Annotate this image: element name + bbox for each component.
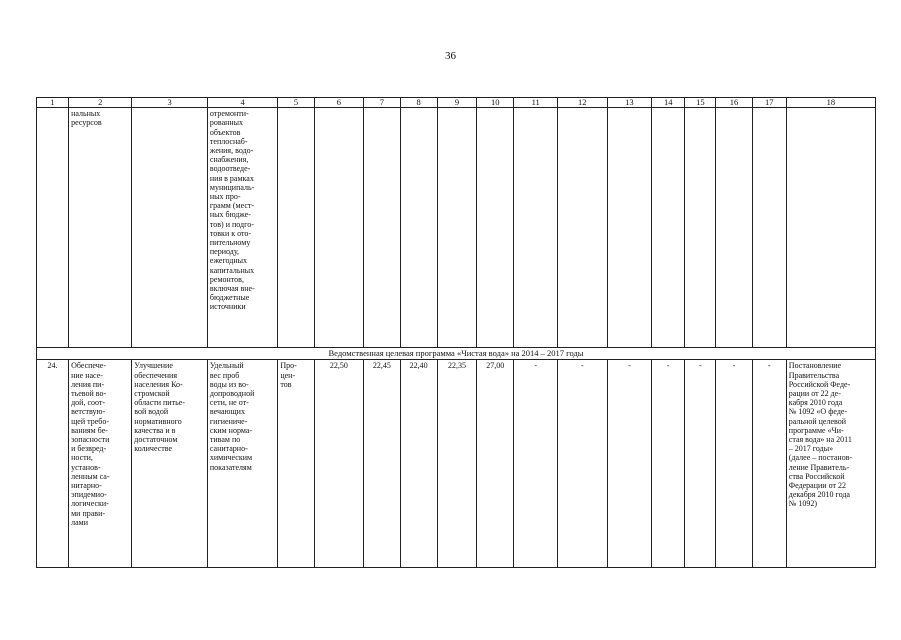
header-cell: 17: [752, 98, 786, 108]
header-cell: 6: [314, 98, 364, 108]
empty-cell: [752, 108, 786, 348]
empty-cell: [477, 108, 514, 348]
value-cell: -: [557, 360, 607, 568]
header-cell: 13: [607, 98, 652, 108]
value-cell: -: [514, 360, 558, 568]
empty-cell: [685, 108, 716, 348]
header-cell: 9: [437, 98, 476, 108]
empty-cell: [314, 108, 364, 348]
header-cell: 12: [557, 98, 607, 108]
unit-cell: Про- цен- тов: [278, 360, 314, 568]
header-cell: 8: [400, 98, 437, 108]
continuation-row: [37, 108, 876, 348]
task-cell: Улучшение обеспечения населения Ко- стромской области питье- вой водой нормативного качества и в достаточном количестве: [132, 360, 208, 568]
empty-cell: [132, 108, 208, 348]
source-document-cell: Постановление Правительства Российской Феде- рации от 22 де- кабря 2010 года № 1092 «О феде- ральной целевой программе «Чи- стая вода» на 2011 – 2017 годы» (далее – постанов- ление Правитель- ства Российской Федерации от 22 декабря 2010 года № 1092): [786, 360, 875, 568]
value-cell: 22,50: [314, 360, 364, 568]
value-cell: 27,00: [477, 360, 514, 568]
header-cell: 7: [364, 98, 400, 108]
program-table: [36, 97, 876, 568]
empty-cell: [652, 108, 685, 348]
value-cell: 22,35: [437, 360, 476, 568]
header-cell: 3: [132, 98, 208, 108]
empty-cell: [400, 108, 437, 348]
page-number: 36: [445, 50, 456, 62]
header-cell: 1: [37, 98, 69, 108]
indicator-cell: Удельный вес проб воды из во- допроводной сети, не от- вечающих гигиениче- ским норма- тивам по санитарно- химическим показателям: [207, 360, 277, 568]
indicator-cell: отремонти- рованных объектов теплоснаб- жения, водо- снабжения, водоотведе- ния в рамках муниципаль- ных про- грамм (мест- ных бюдже- тов) и подго- товки к ото- пительному периоду, ежегодных капитальных ремонтов, включая вне- бюджетные источники: [207, 108, 277, 348]
value-cell: -: [716, 360, 752, 568]
header-cell: 16: [716, 98, 752, 108]
header-cell: 4: [207, 98, 277, 108]
value-cell: -: [607, 360, 652, 568]
section-row: [37, 348, 876, 360]
value-cell: -: [685, 360, 716, 568]
header-cell: 10: [477, 98, 514, 108]
value-cell: -: [652, 360, 685, 568]
header-row: [37, 98, 876, 108]
header-cell: 15: [685, 98, 716, 108]
header-cell: 5: [278, 98, 314, 108]
empty-cell: [607, 108, 652, 348]
empty-cell: [716, 108, 752, 348]
value-cell: 22,40: [400, 360, 437, 568]
header-cell: 14: [652, 98, 685, 108]
empty-cell: [278, 108, 314, 348]
header-cell: 11: [514, 98, 558, 108]
table-row-24: [37, 360, 876, 568]
empty-cell: [514, 108, 558, 348]
header-cell: 18: [786, 98, 875, 108]
goal-cell: Обеспече- ние насе- ления пи- тьевой во- дой, соот- ветствую- щей требо- ваниям бе- зопасности и безвред- ности, установ- ленным са- нитарно- эпидемио- логически- ми прави- лами: [69, 360, 132, 568]
section-title: Ведомственная целевая программа «Чистая вода» на 2014 – 2017 годы: [37, 348, 876, 360]
empty-cell: [37, 108, 69, 348]
empty-cell: [364, 108, 400, 348]
empty-cell: [437, 108, 476, 348]
empty-cell: [786, 108, 875, 348]
row-number: 24.: [37, 360, 69, 568]
goal-cell: нальных ресурсов: [69, 108, 132, 348]
value-cell: -: [752, 360, 786, 568]
header-cell: 2: [69, 98, 132, 108]
value-cell: 22,45: [364, 360, 400, 568]
empty-cell: [557, 108, 607, 348]
